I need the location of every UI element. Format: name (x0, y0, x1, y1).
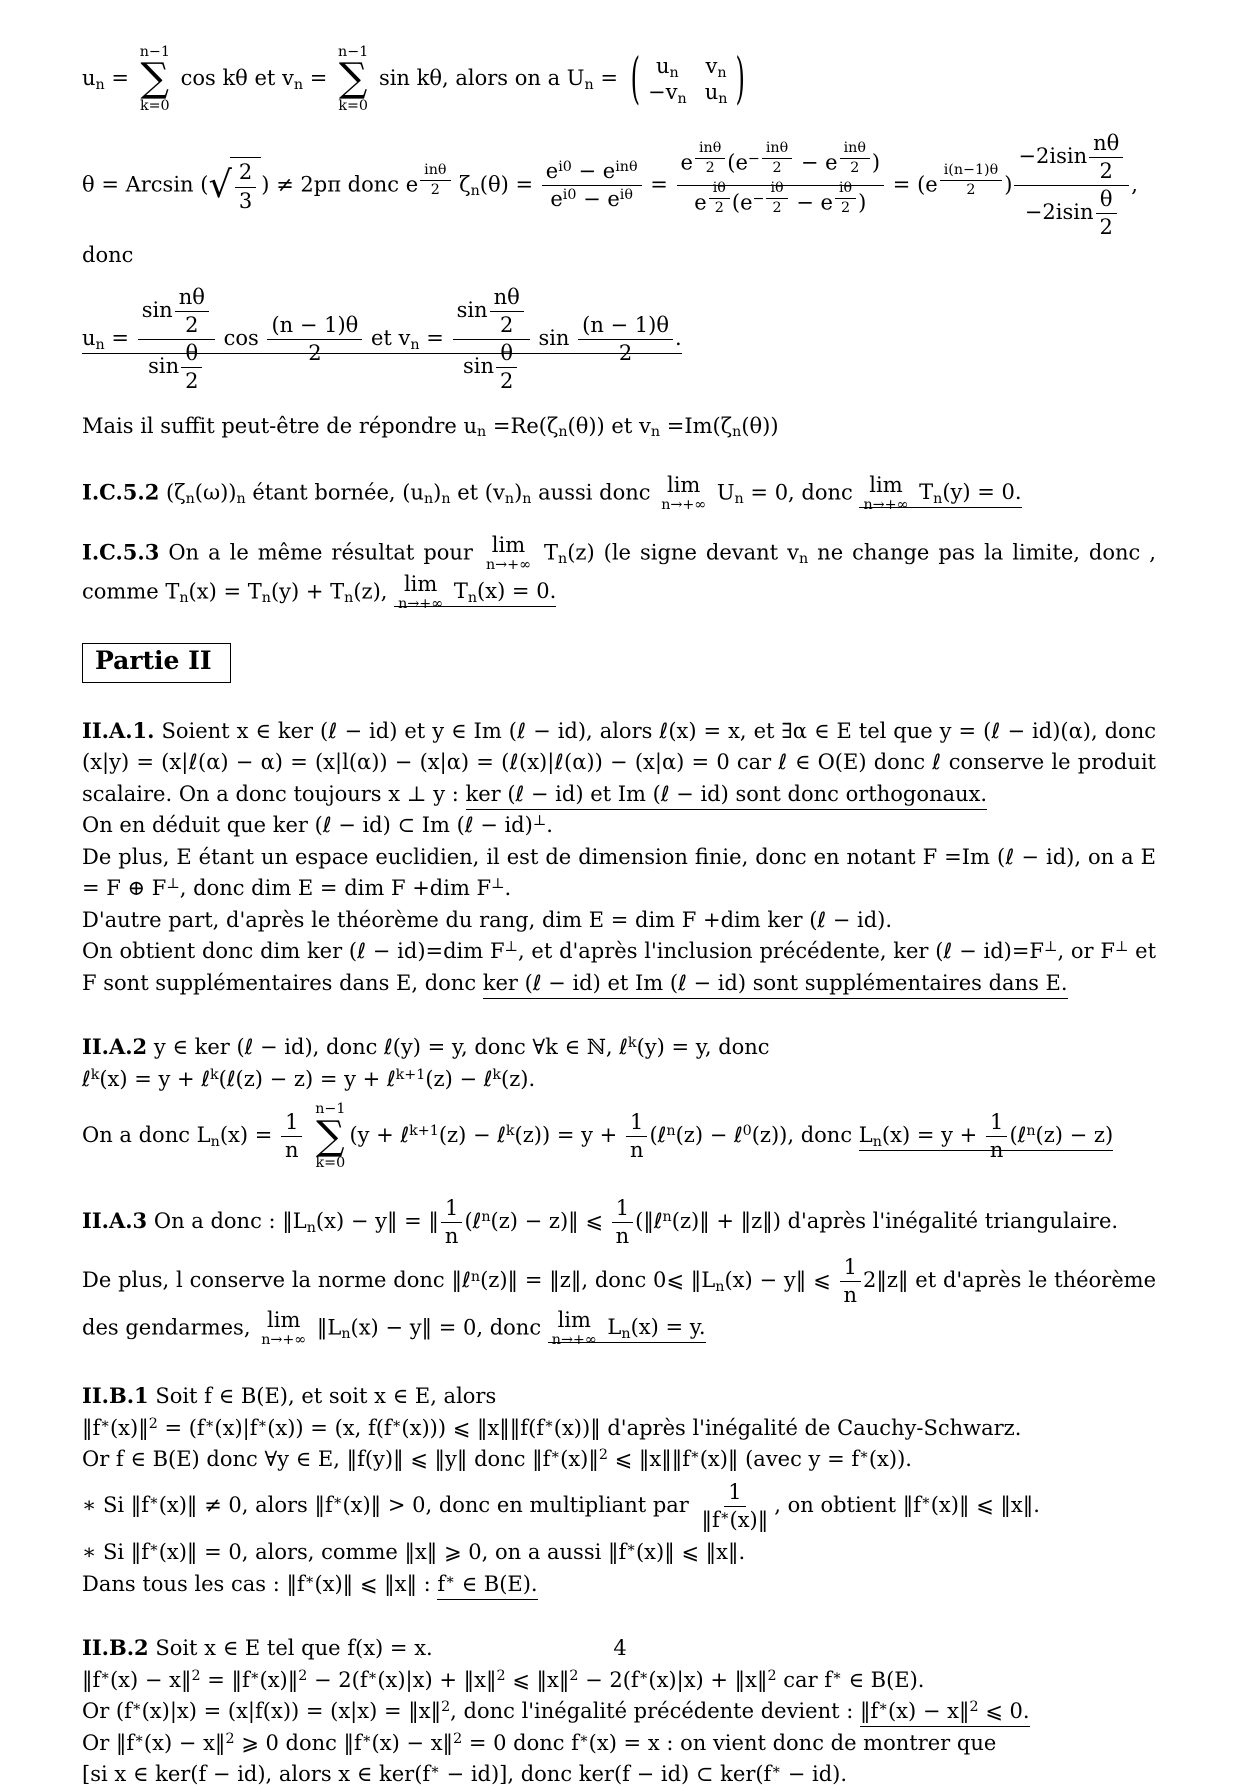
equation-un-vn-closed-form: $u_n$ = sin $\frac{n\theta}{2}$ sin $\frac{\theta}{2}$ cos $\frac{(n - 1)\theta}{2}$ et $v_n$ = sin $\frac{n\theta}{2}$ sin $\frac{\theta}{2}$ sin $\frac{(n - 1)\theta}{2}$ . (82, 284, 682, 394)
iib2-paragraph-5: [si x ∈ ker(f − id), alors x ∈ ker(f∗ − id)], donc ker(f − id) ⊂ ker(f∗ − id). (82, 1762, 848, 1787)
partie-ii-box: Partie II (82, 643, 231, 683)
section-ic52: I.C.5.2 $(\zeta_n(\omega))_n$ étant bornée, $(u_n)_n$ et $(v_n)_n$ aussi donc lim n→+∞ $U_n = 0$, donc lim n→+∞ $T_n(y) = 0$. (82, 473, 1022, 514)
iia2-paragraph-2: ℓ$^k$(x) = y + ℓ$^k$(ℓ(z) − z) = y + ℓ$^{k+1}$(z) − ℓ$^k$(z). (82, 1066, 536, 1091)
iib2-paragraph-3: Or (f∗(x)|x) = (x|f(x)) = (x|x) = ‖x‖$^2$, donc l'inégalité précédente devient : ‖f∗(x) − x‖$^2$ ⩽ 0. (82, 1696, 1156, 1728)
section-iia2 (82, 1031, 1156, 1172)
iia1-paragraph-2: On en déduit que ker (ℓ − id) ⊂ Im (ℓ − id)⊥. (82, 813, 553, 838)
iia2-paragraph-1: II.A.2 y ∈ ker (ℓ − id), donc ℓ(y) = y, donc ∀k ∈ ℕ, ℓ$^k$(y) = y, donc (82, 1034, 770, 1060)
equation-un-vn-sum: $u_n$ = n−1 ∑ k=0 cos kθ et $v_n$ = n−1 ∑ k=0 sin kθ, alors on a $U_n$ = ( $u_n$ $v_n$ $-v_n$ $u_n$ ) (82, 44, 745, 115)
iia1-paragraph-1: II.A.1. Soient x ∈ ker (ℓ − id) et y ∈ Im (ℓ − id), alors ℓ(x) = x, et ∃α ∈ E tel que y = (ℓ − id)(α), donc (x|y) = (x|ℓ(α) − α) = (x|l(α)) − (x|α) = (ℓ(x)|ℓ(α)) − (x|α) = 0 car ℓ ∈ O(E) donc ℓ conserve le produit scalaire. On a donc toujours x ⊥ y : ker (ℓ − id) et Im (ℓ − id) sont donc orthogonaux. (82, 715, 1156, 811)
iib1-paragraph-4: ∗ Si ‖f∗(x)‖ ≠ 0, alors ‖f∗(x)‖ > 0, donc en multipliant par $\frac{1}{‖f^∗(x)‖}$ , on obtient ‖f∗(x)‖ ⩽ ‖x‖. (82, 1479, 1040, 1532)
section-iia1 (82, 715, 1156, 1000)
iib1-paragraph-6: Dans tous les cas : ‖f∗(x)‖ ⩽ ‖x‖ : f∗ ∈ B(E). (82, 1569, 1156, 1601)
iib1-paragraph-2: ‖f∗(x)‖$^2$ = (f∗(x)|f∗(x)) = (x, f(f∗(x))) ⩽ ‖x‖‖f(f∗(x))‖ d'après l'inégalité de Cauchy-Schwarz. (82, 1415, 1022, 1440)
iia1-paragraph-5: On obtient donc dim ker (ℓ − id)=dim F⊥, et d'après l'inclusion précédente, ker (ℓ − id)=F⊥, or F⊥ et F sont supplémentaires dans E, donc ker (ℓ − id) et Im (ℓ − id) sont supplémentaires dans E. (82, 936, 1156, 999)
section-iib1 (82, 1380, 1156, 1600)
iib2-paragraph-1: II.B.2 Soit x ∈ E tel que f(x) = x. (82, 1635, 433, 1661)
section-iia3 (82, 1196, 1156, 1348)
iib2-paragraph-4: Or ‖f∗(x) − x‖$^2$ ⩾ 0 donc ‖f∗(x) − x‖$^2$ = 0 donc f∗(x) = x : on vient donc de montrer que (82, 1730, 997, 1755)
page-number: 4 (613, 1636, 627, 1660)
iib1-paragraph-1: II.B.1 Soit f ∈ B(E), et soit x ∈ E, alors (82, 1383, 497, 1409)
section-ic53: I.C.5.3 On a le même résultat pour lim n→+∞ $T_n(z)$ (le signe devant $v_n$ ne change pas la limite, donc , comme $T_n(x) = T_n(y) + T_n(z)$, lim n→+∞ $T_n(x) = 0$. (82, 532, 1156, 613)
remark-re-im: Mais il suffit peut-être de répondre $u_n =Re(\zeta_n(\theta))$ et $v_n =Im(\zeta_n(\theta))$ (82, 413, 779, 441)
iib1-paragraph-3: Or f ∈ B(E) donc ∀y ∈ E, ‖f(y)‖ ⩽ ‖y‖ donc ‖f∗(x)‖$^2$ ⩽ ‖x‖‖f∗(x)‖ (avec y = f∗(x)). (82, 1447, 912, 1472)
iia2-paragraph-3: On a donc $L_n(x)$ = $\frac{1}{n}$ n−1 ∑ k=0 (y + ℓ$^{k+1}$(z) − ℓ$^k$(z)) = y + $\frac{1}{n}$ (ℓ$^n$(z) − ℓ$^0$(z)), donc $L_n(x) = y$ + $\frac{1}{n}$ (ℓ$^n$(z) − z) (82, 1101, 1114, 1172)
equation-zeta-theta: θ = Arcsin ( √ 2 3 ) ≠ 2pπ donc e $^{in\theta 2}$ $\zeta_n(\theta)$ = $e^{i0} - e^{in\theta}$ $e^{i0} - e^{i\theta}$ = e $^{in\theta 2}$ ($e^{- in\theta 2}$ − e $^{in\theta 2}$ ) e $^{\frac{i\theta}{2}}$ ($e^{- \frac{i\theta}{2}}$ − e $^{\frac{i\theta}{2}}$ ) = (e $^{\frac{i(n-1)\theta}{2}}$ ) −2isin $\frac{n\theta}{2}$ −2isin $\frac{\theta}{2}$ , donc (82, 130, 1138, 267)
iia1-paragraph-3: De plus, E étant un espace euclidien, il est de dimension finie, donc en notant F =Im (ℓ − id), on a E = F ⊕ F⊥, donc dim E = dim F +dim F⊥. (82, 844, 1156, 901)
iia1-paragraph-4: D'autre part, d'après le théorème du rang, dim E = dim F +dim ker (ℓ − id). (82, 907, 893, 932)
iia3-paragraph-2: De plus, l conserve la norme donc ‖ℓ$^n$(z)‖ = ‖z‖, donc 0⩽ $‖L_n(x)$ − y‖ ⩽ $\frac{1}{n}$ 2‖z‖ et d'après le théorème des gendarmes, lim n→+∞ $‖L_n(x)$ − y‖ = 0, donc lim n→+∞ $L_n(x) = y$. (82, 1255, 1156, 1348)
iib2-paragraph-2: ‖f∗(x) − x‖$^2$ = ‖f∗(x)‖$^2$ − 2(f∗(x)|x) + ‖x‖$^2$ ⩽ ‖x‖$^2$ − 2(f∗(x)|x) + ‖x‖$^2$ car f∗ ∈ B(E). (82, 1667, 925, 1692)
partie-ii-heading (82, 613, 1156, 683)
iia3-paragraph-1: II.A.3 On a donc : $‖L_n(x)$ − y‖ = ‖ $\frac{1}{n}$ (ℓ$^n$(z) − z)‖ ⩽ $\frac{1}{n}$ (‖ℓ$^n$(z)‖ + ‖z‖) d'après l'inégalité triangulaire. (82, 1195, 1119, 1249)
iib1-paragraph-5: ∗ Si ‖f∗(x)‖ = 0, alors, comme ‖x‖ ⩾ 0, on a aussi ‖f∗(x)‖ ⩽ ‖x‖. (82, 1540, 746, 1565)
